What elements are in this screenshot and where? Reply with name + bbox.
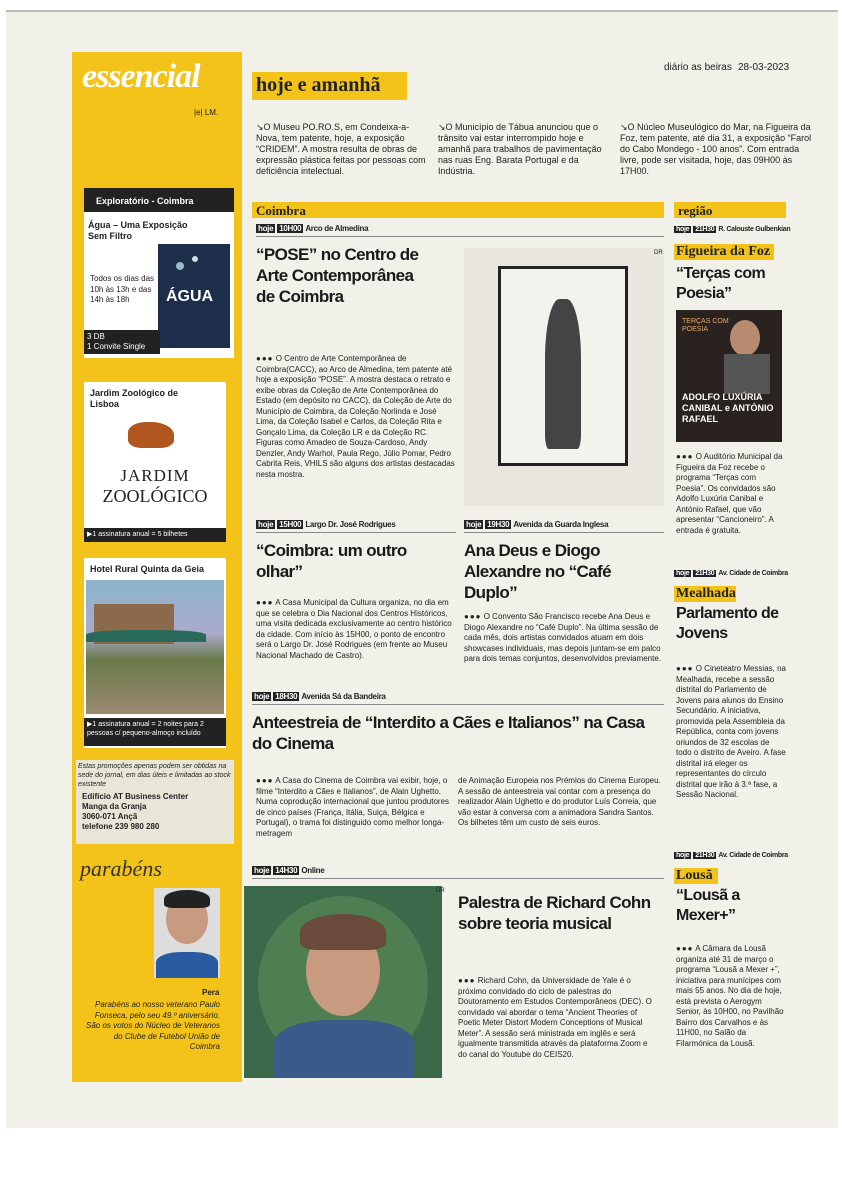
article-title: Ana Deus e Diogo Alexandre no “Café Duplo”	[464, 541, 611, 602]
article-title: “Lousã a Mexer+”	[676, 887, 740, 924]
promo-hours: Todos os dias das 10h às 13h e das 14h às 18h	[90, 274, 155, 304]
poster-image	[676, 310, 782, 442]
birthday-photo	[154, 888, 220, 978]
event-tag: hoje 15H00 Largo Dr. José Rodrigues	[258, 520, 396, 529]
promo-offer: ▶1 assinatura anual = 2 noites para 2 pessoas c/ pequeno-almoço incluído	[87, 721, 204, 737]
info-note: Estas promoções apenas podem ser obtidas na sede do jornal, em dias úteis e limitadas ao stock existente	[78, 763, 231, 788]
newspaper-page	[6, 10, 838, 1128]
event-tag: hoje 21H30 Av. Cidade de Coimbra	[676, 852, 788, 859]
intro-brief: ↘O Museu PO.RO.S, em Condeixa-a-Nova, tem patente, hoje, a exposição “CRIDEM”. A mostra resulta de obras de expressão plástica feitas por pessoas com deficiência intelectual.	[256, 122, 426, 176]
article-title: Anteestreia de “Interdito a Cães e Italianos” na Casa do Cinema	[252, 713, 645, 753]
event-town: Figueira da Foz	[676, 244, 771, 259]
event-tag: hoje 21H30 Av. Cidade de Coimbra	[676, 570, 788, 577]
coimbra-label: Coimbra	[256, 203, 306, 218]
promo-offer: ▶1 assinatura anual = 5 bilhetes	[87, 531, 188, 538]
promo-offer: 1 Convite Single	[87, 342, 146, 351]
event-tag: hoje 18H30 Avenida Sá da Bandeira	[254, 692, 386, 701]
article-body: ●●● Richard Cohn, da Universidade de Yale é o próximo convidado do ciclo de palestras do Doutoramento em Estudos Contemporâneos (DEC). O convidado vai abordar o tema “Ancient Theories of Poetic Meter Distort Modern Conceptions of Musical Meter”. A sessão será ministrada em inglês e será igualmente transmitida através da plataforma Zoom e do canal do Youtube do CEIS20.	[458, 976, 652, 1059]
promo-title: Hotel Rural Quinta da Geia	[90, 564, 205, 574]
speaker-photo	[244, 886, 442, 1078]
coimbra-bar	[252, 202, 664, 218]
birthday-name: Pera	[202, 988, 220, 997]
event-tag: hoje 14H30 Online	[254, 866, 325, 875]
article-body: ●●● O Convento São Francisco recebe Ana Deus e Diogo Alexandre no “Café Duplo”. Na última sessão de cada mês, dois artistas convidados atuam em dois showcases individuais, mas depois juntam-se em palco para dois temas conjuntos, desenvolvidos previamente.	[464, 612, 661, 663]
event-tag: hoje 19H30 Avenida da Guarda Inglesa	[466, 520, 609, 529]
poster-names: ADOLFO LUXÚRIA CANIBAL e ANTÓNIO RAFAEL	[682, 392, 774, 424]
promo-count: 3 DB	[87, 332, 105, 341]
article-title: Palestra de Richard Cohn sobre teoria musical	[458, 893, 651, 933]
article-body: de Animação Europeia nos Prémios do Cinema Europeu. A sessão de anteestreia vai contar com a presença do realizador Alain Ughetto e do produtor Luís Correia, que vão estar à conversa com a animadora Sandra Santos. Os bilhetes têm um custo de seis euros.	[458, 776, 661, 827]
article-body: ●●● O Auditório Municipal da Figueira da Foz recebe o programa “Terças com Poesia”. Os convidados são Adolfo Luxúria Canibal e António Rafael, que vão apresentar “Cancioneiro”. A entrada é gratuita.	[676, 452, 783, 535]
paper-name: diário as beiras	[664, 62, 732, 73]
info-phone: telefone 239 980 280	[82, 822, 160, 831]
promo-card	[84, 558, 226, 748]
artwork-photo	[464, 248, 664, 506]
promo-title: Jardim Zoológico de Lisboa	[90, 388, 179, 409]
info-address: Manga da Granja	[82, 802, 147, 811]
info-box	[76, 760, 234, 844]
article-body: ●●● O Cineteatro Messias, na Mealhada, recebe a sessão distrital do Parlamento de Jovens para alunos do Ensino Secundário. A iniciativa, promovida pela Assembleia da República, conta com jovens oriundos de 32 escolas de todo o distrito de Aveiro. A fase distrital irá eleger os representantes do círculo distrital que irão à 3.ª fase, a Sessão Nacional.	[676, 664, 786, 799]
hotel-photo	[86, 580, 224, 714]
promo-card	[84, 382, 226, 542]
zoo-logo-line1: JARDIM	[120, 466, 190, 485]
article-body: ●●● A Casa Municipal da Cultura organiza, no dia em que se celebra o Dia Nacional dos Centros Históricos, uma visita dedicada exclusivamente ao centro histórico da cidade. Com início às 15H00, o ponto de encontro será o Largo Dr. José Rodrigues (em frente ao Museu Nacional Machado de Castro).	[256, 598, 452, 660]
poster-image	[158, 244, 230, 348]
promo-title: Exploratório - Coimbra	[96, 196, 194, 206]
birthday-title: parabéns	[80, 856, 162, 881]
article-body: ●●● A Câmara da Lousã organiza até 31 de março o programa “Lousã a Mexer +”, iniciativa para munícipes com mais 55 anos. No dia de hoje, está prevista o Aerogym Senior, às 10H00, no Pavilhão Bairro dos Carvalhos e às 11H00, no Salão da Filarmónica da Lousã.	[676, 944, 784, 1048]
section-logo: essencial	[82, 58, 200, 95]
issue-date: 28-03-2023	[738, 62, 790, 73]
event-tag: hoje 21H30 R. Calouste Gulbenkian	[676, 226, 791, 233]
article-title: “POSE” no Centro de Arte Contemporânea de Coimbra	[256, 245, 419, 306]
photo-credit: DR	[436, 888, 445, 894]
promo-subtitle: Água – Uma Exposição Sem Filtro	[88, 220, 188, 241]
article-title: “Terças com Poesia”	[676, 265, 766, 302]
regiao-label: região	[678, 203, 713, 218]
article-title: Parlamento de Jovens	[676, 605, 779, 642]
article-title: “Coimbra: um outro olhar”	[256, 541, 407, 581]
event-town: Lousã	[676, 868, 713, 883]
poster-title: ÁGUA	[166, 288, 214, 305]
intro-brief: ↘O Município de Tábua anunciou que o trânsito vai estar interrompido hoje e amanhã para trabalhos de pavimentação nas ruas Eng. Barata Portugal e da Indústria.	[438, 122, 602, 176]
article-body: ●●● A Casa do Cinema de Coimbra vai exibir, hoje, o filme “Interdito a Cães e Italianos”, de Alain Ughetto. Numa coprodução internacional que juntou produtores de cinco países (França, Itália, Suiça, Bélgica e Portugal), o trama foi distinguido como melhor longa-metragem	[256, 776, 450, 838]
info-address: Edifício AT Business Center	[82, 792, 189, 801]
zoo-logo-line2: ZOOLÓGICO	[102, 486, 208, 506]
poster-title: TERÇAS COM POESIA	[682, 318, 729, 333]
birthday-text: Parabéns ao nosso veterano Paulo Fonseca, pelo seu 49.º aniversário. São os votos do Núcleo de Veteranos do Clube de Futebol União de Coimbra	[85, 1000, 220, 1051]
event-tag: hoje 10H00 Arco de Almedina	[258, 224, 369, 233]
photo-credit: DR	[654, 250, 663, 256]
author-credit: |e| LM.	[194, 108, 219, 117]
event-town: Mealhada	[676, 586, 736, 601]
section-title: hoje e amanhã	[256, 74, 381, 96]
intro-brief: ↘O Núcleo Museulógico do Mar, na Figueira da Foz, tem patente, até dia 31, a exposição “Farol do Cabo Mondego - 100 anos”. Com entrada livre, pode ser visitada, hoje, das 09H00 às 17H00.	[620, 122, 812, 176]
info-address: 3060-071 Ançã	[82, 812, 138, 821]
elephant-icon	[128, 422, 174, 448]
promo-card	[84, 188, 234, 358]
article-body: ●●● O Centro de Arte Contemporânea de Coimbra(CACC), ao Arco de Almedina, tem patente até hoje a exposição “POSE”. A mostra destaca o retrato e exibe obras da Coleção de Arte Contemporânea do Estado (em depósito no CACC), da Coleção de Arte do Município de Coimbra, da Coleção Norlinda e José Lima, da Coleção Isabel e Carlos, da Coleção Rita e Gonçalo Lima, da Coleção LR e da Coleção RC. Figuras como Amadeo de Souza-Cardoso, Andy Denzler, Andy Warhol, Paula Rego, Júlio Pomar, Pedro Cabrita Reis, VHILS são alguns dos artistas destacadas nesta mostra.	[256, 354, 455, 479]
